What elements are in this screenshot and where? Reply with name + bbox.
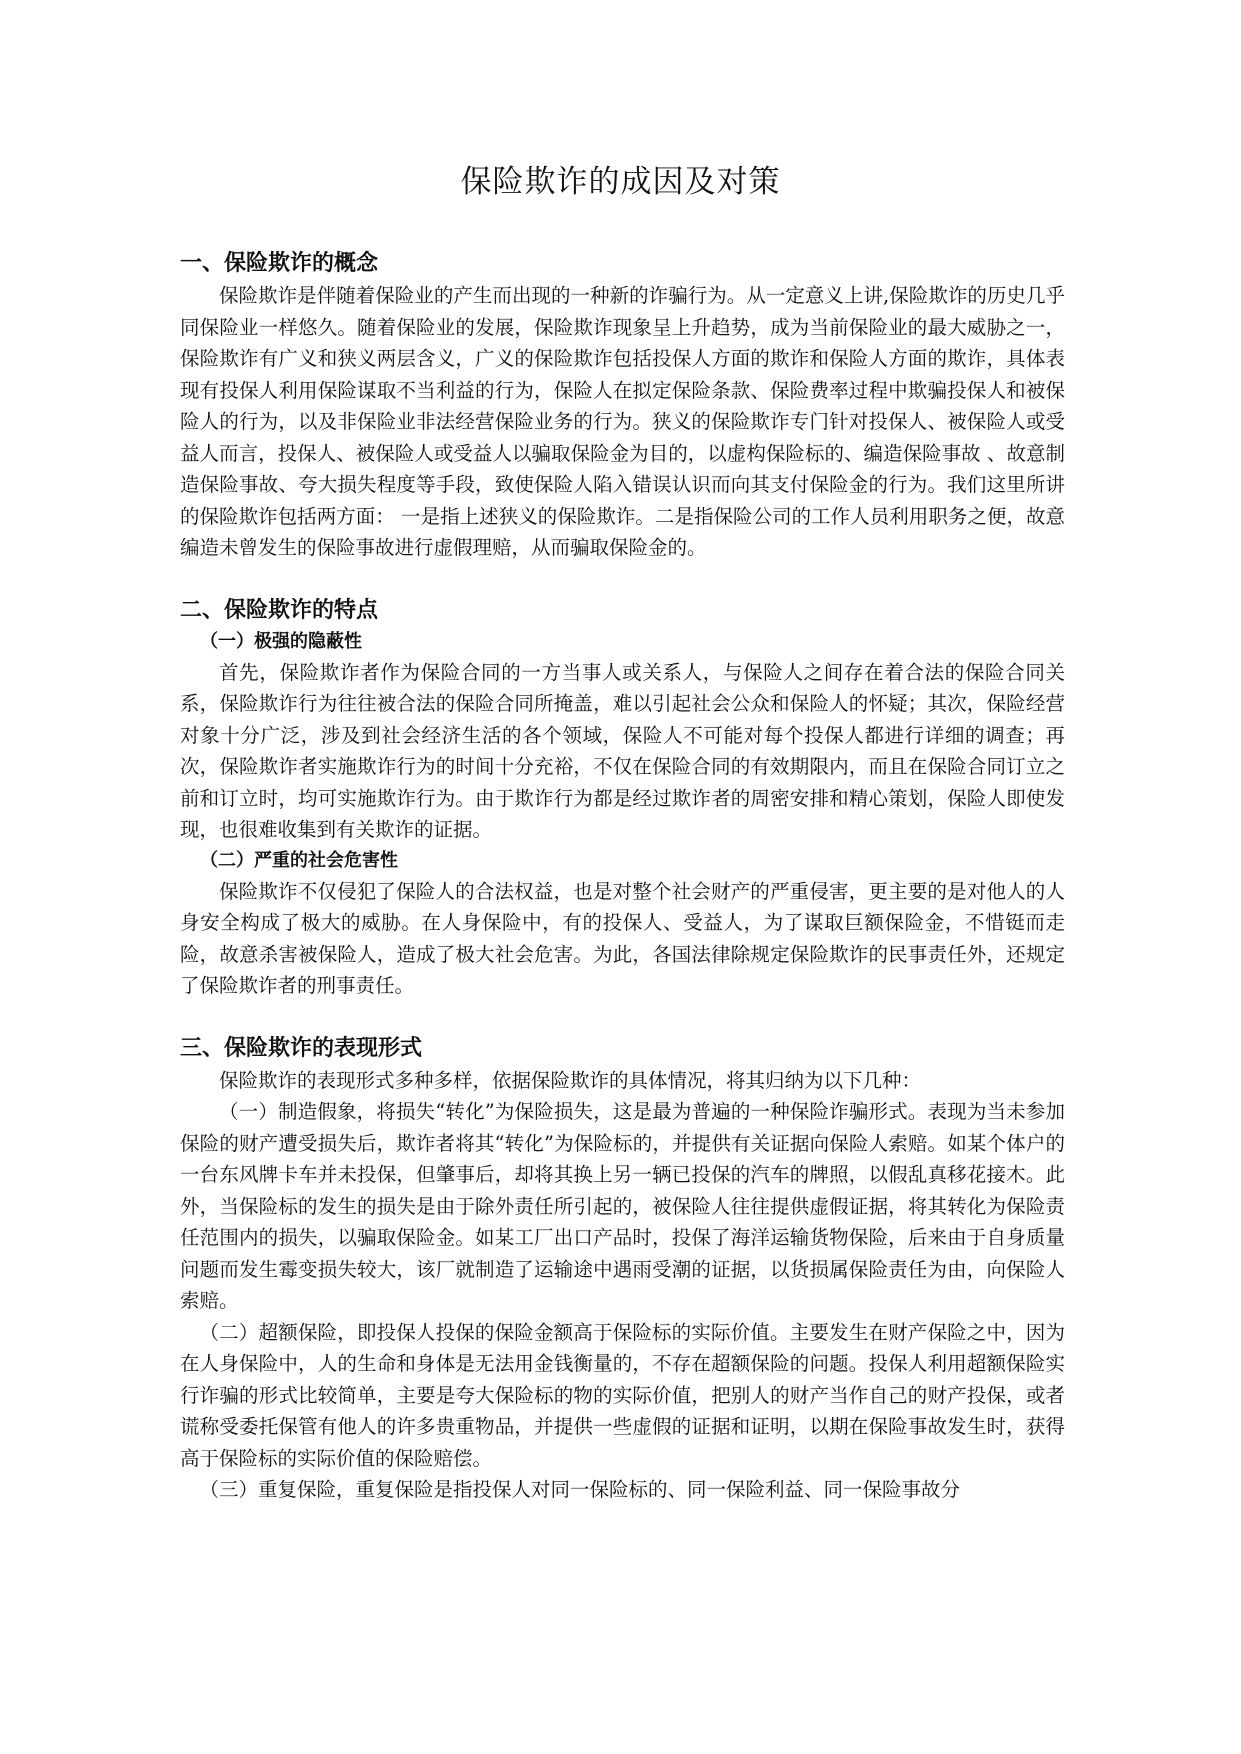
form-item-over-insurance: （二）超额保险，即投保人投保的保险金额高于保险标的实际价值。主要发生在财产保险之中，因为在人身保险中，人的生命和身体是无法用金钱衡量的，不存在超额保险的问题。投保人利用超额保险实行诈骗的形式比较简单，主要是夸大保险标的物的实际价值，把别人的财产当作自己的财产投保，或者谎称受委托保管有他人的许多贵重物品，并提供一些虚假的证据和证明，以期在保险事故发生时，获得高于保险标的实际价值的保险赔偿。 <box>180 1320 1065 1470</box>
document-title: 保险欺诈的成因及对策 <box>460 164 781 200</box>
concealment-paragraph: 首先，保险欺诈者作为保险合同的一方当事人或关系人，与保险人之间存在着合法的保险合同关系，保险欺诈行为往往被合法的保险合同所掩盖，难以引起社会公众和保险人的怀疑；其次，保险经营对象十分广泛，涉及到社会经济生活的各个领域，保险人不可能对每个投保人都进行详细的调查；再次，保险欺诈者实施欺诈行为的时间十分充裕，不仅在保险合同的有效期限内，而且在保险合同订立之前和订立时，均可实施欺诈行为。由于欺诈行为都是经过欺诈者的周密安排和精心策划，保险人即使发现，也很难收集到有关欺诈的证据。 <box>180 660 1065 841</box>
section-heading-features: 二、保险欺诈的特点 <box>180 597 379 623</box>
section-spacer <box>180 1002 1065 1033</box>
subheading-concealment: （一）极强的隐蔽性 <box>200 630 362 652</box>
form-item-false-appearance: （一）制造假象，将损失“转化”为保险损失，这是最为普遍的一种保险诈骗形式。表现为当未参加保险的财产遭受损失后，欺诈者将其“转化”为保险标的，并提供有关证据向保险人索赔。如某个体户的一台东风牌卡车并未投保，但肇事后，却将其换上另一辆已投保的汽车的牌照，以假乱真移花接木。此外，当保险标的发生的损失是由于除外责任所引起的，被保险人往往提供虚假证据，将其转化为保险责任范围内的损失，以骗取保险金。如某工厂出口产品时，投保了海洋运输货物保险，后来由于自身质量问题而发生霉变损失较大，该厂就制造了运输途中遇雨受潮的证据，以货损属保险责任为由，向保险人索赔。 <box>180 1100 1065 1312</box>
section-spacer <box>180 564 1065 595</box>
concept-paragraph: 保险欺诈是伴随着保险业的产生而出现的一种新的诈骗行为。从一定意义上讲,保险欺诈的历史几乎同保险业一样悠久。随着保险业的发展，保险欺诈现象呈上升趋势，成为当前保险业的最大威胁之一，保险欺诈有广义和狭义两层含义，广义的保险欺诈包括投保人方面的欺诈和保险人方面的欺诈，具体表现有投保人利用保险谋取不当利益的行为，保险人在拟定保险条款、保险费率过程中欺骗投保人和被保险人的行为，以及非保险业非法经营保险业务的行为。狭义的保险欺诈专门针对投保人、被保险人或受益人而言，投保人、被保险人或受益人以骗取保险金为目的，以虚构保险标的、编造保险事故 、故意制造保险事故、夸大损失程度等手段，致使保险人陷入错误认识而向其支付保险金的行为。我们这里所讲的保险欺诈包括两方面： 一是指上述狭义的保险欺诈。二是指保险公司的工作人员利用职务之便，故意编造未曾发生的保险事故进行虚假理赔，从而骗取保险金的。 <box>180 284 1065 559</box>
form-item-double-insurance: （三）重复保险，重复保险是指投保人对同一保险标的、同一保险利益、同一保险事故分 <box>199 1478 961 1501</box>
section-heading-forms: 三、保险欺诈的表现形式 <box>180 1035 423 1061</box>
forms-intro-paragraph: 保险欺诈的表现形式多种多样，依据保险欺诈的具体情况，将其归纳为以下几种： <box>219 1068 922 1092</box>
social-harm-paragraph: 保险欺诈不仅侵犯了保险人的合法权益，也是对整个社会财产的严重侵害，更主要的是对他人的人身安全构成了极大的威胁。在人身保险中，有的投保人、受益人，为了谋取巨额保险金，不惜铤而走险，故意杀害被保险人，造成了极大社会危害。为此，各国法律除规定保险欺诈的民事责任外，还规定了保险欺诈者的刑事责任。 <box>180 879 1065 997</box>
subheading-social-harm: （二）严重的社会危害性 <box>200 849 398 871</box>
section-heading-concept: 一、保险欺诈的概念 <box>180 251 379 276</box>
document-body <box>180 248 1065 1506</box>
